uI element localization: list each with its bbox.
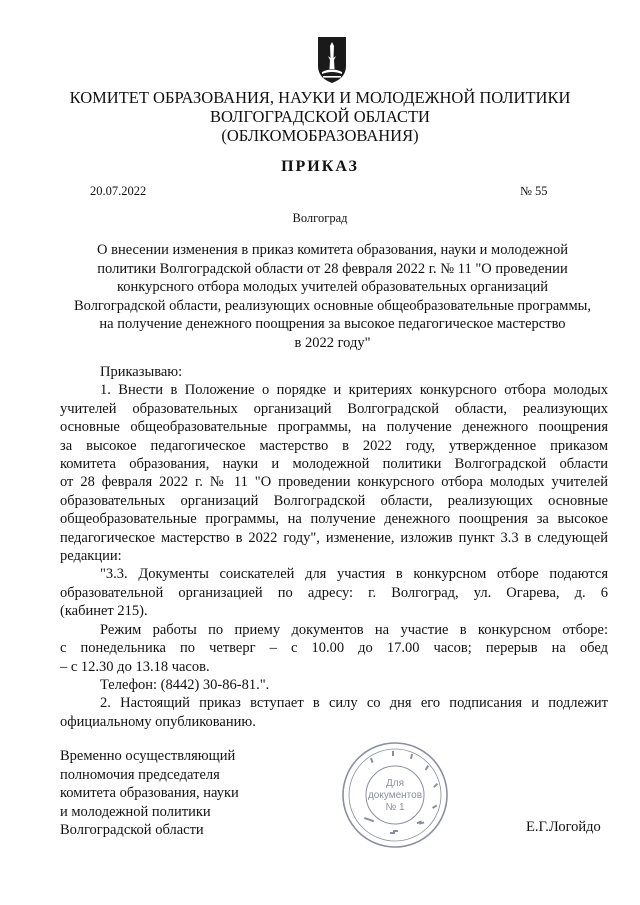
body-line: образовательной организацией по адресу: г. Волгоград, ул. Огарева, д. 6	[60, 584, 608, 601]
subject-line: в 2022 году"	[294, 334, 371, 351]
header-line-1: КОМИТЕТ ОБРАЗОВАНИЯ, НАУКИ И МОЛОДЕЖНОЙ ПОЛИТИКИ	[69, 88, 571, 107]
body-line: Режим работы по приему документов на участие в конкурсном отборе:	[100, 621, 608, 638]
signer-name: Е.Г.Логойдо	[526, 819, 601, 835]
position-line: полномочия председателя	[60, 766, 220, 783]
item-2-paragraph	[60, 694, 608, 731]
subject-line: О внесении изменения в приказ комитета образования, науки и молодежной	[97, 242, 568, 258]
document-number: № 55	[520, 184, 548, 198]
stamp-inner-line-2: документов	[367, 790, 423, 801]
body-line: 2. Настоящий приказ вступает в силу со дня его подписания и подлежит	[100, 695, 608, 712]
body-line: педагогическое мастерство в 2022 году", изменение, изложив пункт 3.3 в следующей	[60, 529, 608, 546]
body-line: учителей образовательных организаций Волгоградской области, реализующих	[60, 400, 608, 417]
body-line: общеобразовательные программы, на получение денежного поощрения за высокое	[60, 511, 608, 528]
position-line: Волгоградской области	[60, 822, 204, 838]
body-line: от 28 февраля 2022 г. № 11 "О проведении конкурсного отбора молодых учителей	[60, 474, 608, 491]
signatory-position	[60, 747, 239, 840]
stamp-inner-line-1: Для	[385, 778, 405, 789]
subject-line: на получение денежного поощрения за высокое педагогическое мастерство	[99, 316, 566, 333]
subject-line: политики Волгоградской области от 28 февраля 2022 г. № 11 "О проведении	[97, 260, 568, 277]
document-title: ПРИКАЗ	[281, 158, 359, 175]
subject-line: конкурсного отбора молодых учителей образовательных организаций	[116, 279, 549, 296]
body-line: – с 12.30 до 13.18 часов.	[60, 658, 210, 675]
body-line: образовательных организаций Волгоградской области, реализующих основные	[60, 492, 608, 509]
order-word: Приказываю:	[100, 364, 183, 380]
coat-of-arms-emblem	[317, 36, 347, 84]
body-line: комитета образования, науки и молодежной политики Волгоградской области	[60, 456, 608, 473]
body-line: с понедельника по четверг – с 10.00 до 17.00 часов; перерыв на обед	[60, 640, 608, 657]
item-1-paragraph	[60, 381, 608, 565]
body-line: официальному опубликованию.	[60, 713, 256, 730]
body-line: 1. Внести в Положение о порядке и критериях конкурсного отбора молодых	[100, 382, 608, 399]
document-date: 20.07.2022	[90, 184, 147, 198]
position-line: Временно осуществляющий	[60, 748, 236, 764]
organization-header	[0, 88, 640, 145]
document-body	[60, 363, 608, 731]
document-subject	[60, 241, 605, 353]
body-line: основные общеобразовательные программы, на получение денежного поощрения	[60, 419, 608, 436]
phone-line: Телефон: (8442) 30-86-81.".	[100, 676, 270, 693]
header-line-3: (ОБЛКОМОБРАЗОВАНИЯ)	[221, 126, 419, 145]
document-city: Волгоград	[292, 211, 348, 225]
clause-3-3-paragraph	[60, 565, 608, 620]
subject-line: Волгоградской области, реализующих основные общеобразовательные программы,	[73, 297, 592, 314]
body-line: "3.3. Документы соискателей для участия в конкурсном отборе подаются	[100, 566, 608, 583]
working-hours-paragraph	[60, 621, 608, 676]
position-line: и молодежной политики	[60, 803, 211, 820]
body-line: редакции:	[60, 548, 122, 565]
header-line-2: ВОЛГОГРАДСКОЙ ОБЛАСТИ	[210, 107, 430, 126]
body-line: (кабинет 215).	[60, 603, 148, 620]
stamp-inner-line-3: № 1	[385, 802, 405, 813]
body-line: за высокое педагогическое мастерство в 2022 году, утвержденное приказом	[60, 437, 608, 454]
position-line: комитета образования, науки	[60, 785, 239, 801]
official-stamp	[340, 740, 450, 850]
